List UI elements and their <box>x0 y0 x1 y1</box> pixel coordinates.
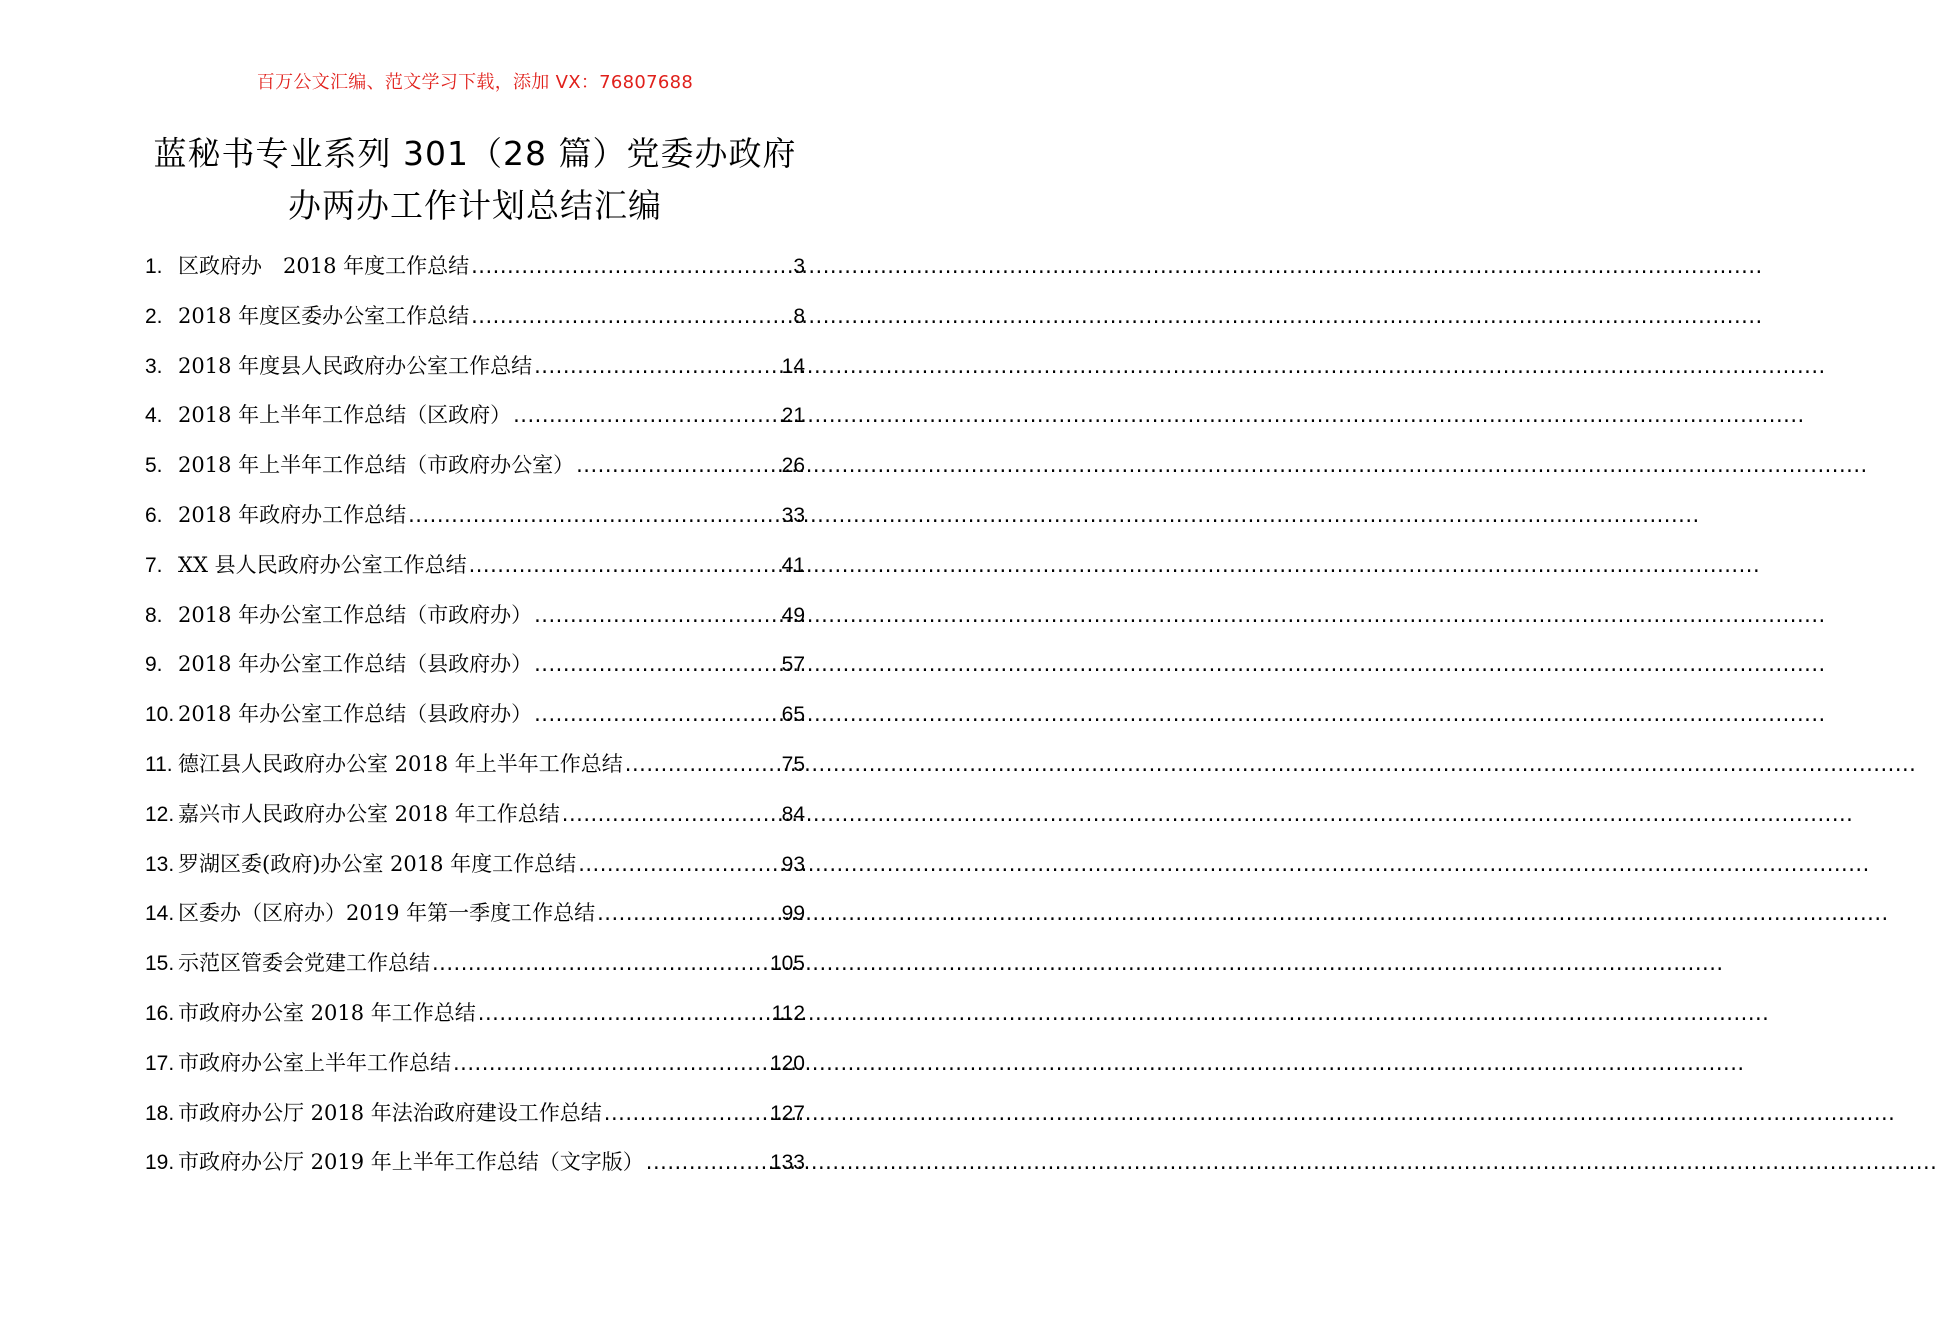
toc-entry-number: 16. <box>145 1001 175 1025</box>
toc-entry-number: 2. <box>145 304 163 328</box>
toc-entry-title: 德江县人民政府办公室 2018 年上半年工作总结 <box>178 751 623 776</box>
toc-dot-leader <box>597 889 780 939</box>
toc-dot-leader <box>478 989 770 1039</box>
toc-dot-leader <box>562 790 780 840</box>
toc-entry-page-number: 41 <box>781 553 805 577</box>
toc-dot-leader <box>453 1039 768 1089</box>
toc-dot-leader <box>469 541 780 591</box>
toc-entry[interactable] <box>145 1138 805 1188</box>
toc-entry-number: 1. <box>145 255 163 278</box>
toc-entry-title: 2018 年度县人民政府办公室工作总结 <box>178 353 533 378</box>
toc-entry-number: 19. <box>145 1151 175 1175</box>
toc-entry-page-number: 99 <box>781 902 805 926</box>
toc-entry[interactable] <box>145 889 805 939</box>
toc-entry[interactable] <box>145 640 805 690</box>
toc-entry-title: 示范区管委会党建工作总结 <box>178 951 430 976</box>
toc-entry-number: 6. <box>145 503 163 527</box>
toc-entry[interactable] <box>145 591 805 641</box>
toc-entry-page-number: 26 <box>781 454 805 478</box>
toc-entry-page-number: 14 <box>781 354 805 378</box>
toc-entry-title: 市政府办公室 2018 年工作总结 <box>178 1000 476 1025</box>
toc-entry[interactable] <box>145 690 805 740</box>
toc-entry-title: 2018 年上半年工作总结（市政府办公室） <box>178 453 575 478</box>
toc-entry-number: 14. <box>145 902 175 926</box>
toc-entry[interactable] <box>145 541 805 591</box>
toc-entry-title: 市政府办公室上半年工作总结 <box>178 1050 451 1075</box>
toc-entry-number: 5. <box>145 454 163 478</box>
toc-entry[interactable] <box>145 1039 805 1089</box>
toc-entry-title: 2018 年办公室工作总结（县政府办） <box>178 652 533 677</box>
toc-entry[interactable] <box>145 989 805 1039</box>
toc-dot-leader <box>604 1089 768 1139</box>
toc-entry-page-number: 8 <box>793 304 805 328</box>
toc-dot-leader <box>432 939 768 989</box>
toc-entry-title: 2018 年政府办工作总结 <box>178 502 407 527</box>
toc-entry[interactable] <box>145 292 805 342</box>
toc-entry-page-number: 84 <box>781 802 805 826</box>
toc-entry-title: 2018 年办公室工作总结（县政府办） <box>178 702 533 727</box>
toc-dot-leader <box>471 242 791 292</box>
document-title <box>120 128 830 232</box>
toc-entry-title: 罗湖区委(政府)办公室 2018 年度工作总结 <box>178 851 577 876</box>
title-line-1: 蓝秘书专业系列 301（28 篇）党委办政府 <box>153 134 797 173</box>
toc-entry-number: 15. <box>145 952 175 976</box>
toc-entry-title: 2018 年上半年工作总结（区政府） <box>178 403 512 428</box>
document-page <box>0 0 950 1344</box>
toc-entry-number: 8. <box>145 603 163 627</box>
toc-entry-page-number: 3 <box>793 255 805 278</box>
toc-entry-page-number: 105 <box>769 952 805 976</box>
toc-dot-leader <box>534 591 780 641</box>
toc-entry-title: XX 县人民政府办公室工作总结 <box>178 552 467 577</box>
toc-entry-page-number: 93 <box>781 852 805 876</box>
toc-entry-page-number: 49 <box>781 603 805 627</box>
toc-entry-number: 10. <box>145 703 175 727</box>
toc-entry-number: 12. <box>145 802 175 826</box>
toc-entry-title: 区政府办 2018 年度工作总结 <box>178 254 470 278</box>
toc-entry-page-number: 112 <box>771 1001 805 1025</box>
toc-entry-title: 市政府办公厅 2019 年上半年工作总结（文字版） <box>178 1150 644 1175</box>
toc-entry[interactable] <box>145 939 805 989</box>
toc-dot-leader <box>408 491 780 541</box>
toc-entry-title: 2018 年办公室工作总结（市政府办） <box>178 602 533 627</box>
toc-entry[interactable] <box>145 441 805 491</box>
toc-dot-leader <box>625 740 780 790</box>
toc-dot-leader <box>578 840 779 890</box>
toc-dot-leader <box>646 1138 768 1188</box>
header-note: 百万公文汇编、范文学习下载，添加 VX：76807688 <box>256 72 694 93</box>
toc-entry-page-number: 75 <box>781 752 805 776</box>
toc-entry[interactable] <box>145 740 805 790</box>
toc-entry-page-number: 133 <box>769 1151 805 1175</box>
toc-entry[interactable] <box>145 790 805 840</box>
title-line-2: 办两办工作计划总结汇编 <box>288 186 662 225</box>
toc-dot-leader <box>534 640 780 690</box>
toc-dot-leader <box>576 441 780 491</box>
toc-entry[interactable] <box>145 342 805 392</box>
toc-entry-number: 17. <box>145 1051 175 1075</box>
toc-dot-leader <box>534 690 780 740</box>
toc-entry[interactable] <box>145 491 805 541</box>
toc-entry[interactable] <box>145 391 805 441</box>
toc-entry-page-number: 33 <box>781 503 805 527</box>
toc-entry-number: 3. <box>145 354 163 378</box>
toc-dot-leader <box>513 391 780 441</box>
toc-dot-leader <box>534 342 780 392</box>
toc-entry-page-number: 57 <box>781 653 805 677</box>
toc-entry-number: 4. <box>145 404 163 428</box>
toc-entry-title: 区委办（区府办）2019 年第一季度工作总结 <box>178 901 596 926</box>
toc-entry-number: 11. <box>145 752 173 776</box>
toc-entry-title: 嘉兴市人民政府办公室 2018 年工作总结 <box>178 801 560 826</box>
toc-entry[interactable] <box>145 1089 805 1139</box>
toc-entry-number: 9. <box>145 653 163 677</box>
toc-entry[interactable] <box>145 242 805 292</box>
toc-dot-leader <box>471 292 791 342</box>
toc-entry-number: 18. <box>145 1101 175 1125</box>
toc-entry-title: 2018 年度区委办公室工作总结 <box>178 303 470 328</box>
toc-entry-number: 13. <box>145 852 175 876</box>
toc-entry-title: 市政府办公厅 2018 年法治政府建设工作总结 <box>178 1100 602 1125</box>
table-of-contents <box>145 242 805 1188</box>
toc-entry[interactable] <box>145 840 805 890</box>
toc-entry-page-number: 21 <box>781 404 805 428</box>
toc-entry-page-number: 65 <box>781 703 805 727</box>
toc-entry-number: 7. <box>145 553 163 577</box>
toc-entry-page-number: 120 <box>769 1051 805 1075</box>
toc-entry-page-number: 127 <box>769 1101 805 1125</box>
